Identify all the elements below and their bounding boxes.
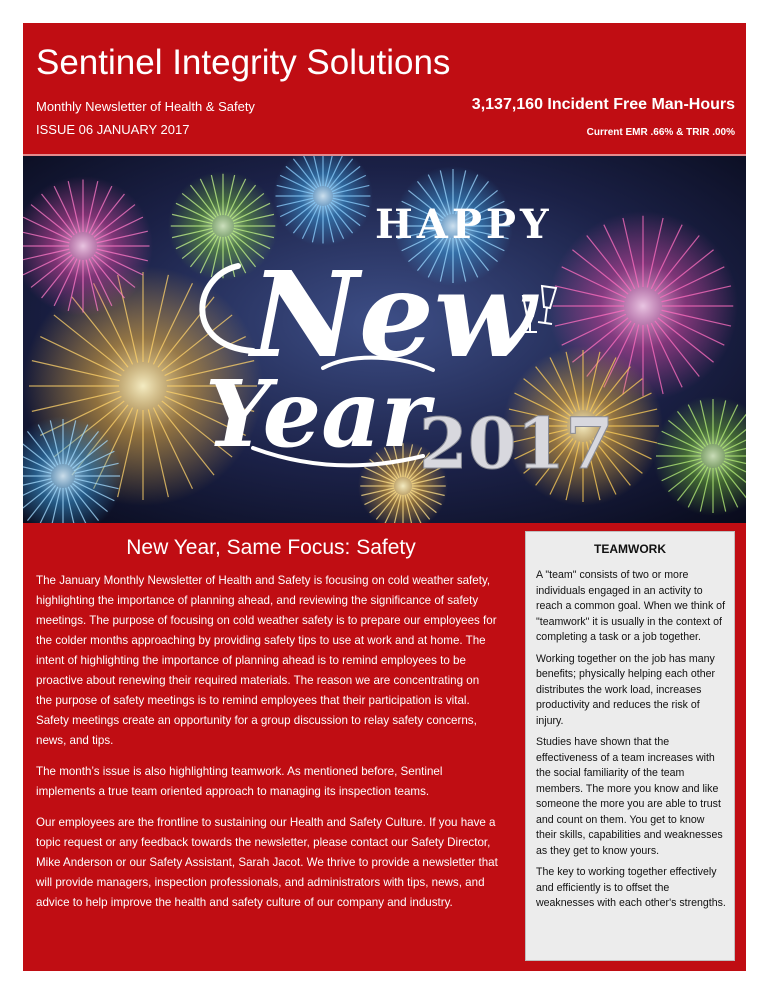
article-paragraph: The January Monthly Newsletter of Health and Safety is focusing on cold weather safety, highlighting the importance of planning ahead, and reviewing the significance of safety meetings. The purpose of focusing on cold weather safety is to prepare our employees for the colder months approaching by providing safety tips to use at work and at home. The intent of highlighting the importance of planning ahead is to remind employees to be proactive about renewing their required materials. The reason we are concentrating on the purpose of safety meetings is to remind employees that their participation is vital. Safety meetings create an opportunity for a group discussion to relay safety concerns, news, and tips. <box>36 574 497 747</box>
fireworks-illustration <box>23 156 746 523</box>
article-heading: New Year, Same Focus: Safety <box>126 536 416 559</box>
newsletter-page <box>23 23 746 971</box>
happy-new-year-banner <box>23 156 746 523</box>
article-body <box>36 571 498 924</box>
teamwork-sidebar <box>525 531 735 961</box>
new-text: New <box>251 245 536 384</box>
company-title: Sentinel Integrity Solutions <box>36 43 451 82</box>
sidebar-paragraph: The key to working together effectively and efficiently is to offset the weaknesses with each other's strengths. <box>536 866 726 909</box>
sidebar-title: TEAMWORK <box>594 542 666 556</box>
sidebar-paragraph: Working together on the job has many benefits; physically helping each other distributes the work load, increases productivity and reduces the risk of injury. <box>536 652 716 727</box>
happy-text: HAPPY <box>375 201 553 248</box>
issue-label: ISSUE 06 JANUARY 2017 <box>36 122 190 137</box>
man-hours-stat: 3,137,160 Incident Free Man-Hours <box>471 96 735 113</box>
emr-trir-stat: Current EMR .66% & TRIR .00% <box>586 127 735 138</box>
sidebar-paragraph: Studies have shown that the effectiveness of a team increases with the social familiarity of the team members. The more you know and like someone the more you are able to trust and count on them. You get to know their skills, capabilities and weaknesses as they get to know yours. <box>536 736 723 857</box>
newsletter-subtitle: Monthly Newsletter of Health & Safety <box>36 99 255 114</box>
year-text: Year <box>205 360 430 468</box>
article-paragraph: Our employees are the frontline to sustaining our Health and Safety Culture. If you have a topic request or any feedback towards the newsletter, please contact our Safety Director, Mike Anderson or our Safety Assistant, Sarah Jacot. We thrive to provide a newsletter that will provide managers, inspection professionals, and administrators with tips, news, and advice to help improve the health and safety culture of our company and industry. <box>36 816 498 909</box>
sidebar-body <box>526 568 734 912</box>
year-number-text: 2017 <box>419 402 614 485</box>
sidebar-paragraph: A "team" consists of two or more individuals engaged in an activity to reach a common goal. When we think of "teamwork" it is usually in the context of completing a task or a job together. <box>536 569 726 643</box>
article-paragraph: The month’s issue is also highlighting teamwork. As mentioned before, Sentinel implements a true team oriented approach to managing its inspection teams. <box>36 765 443 798</box>
